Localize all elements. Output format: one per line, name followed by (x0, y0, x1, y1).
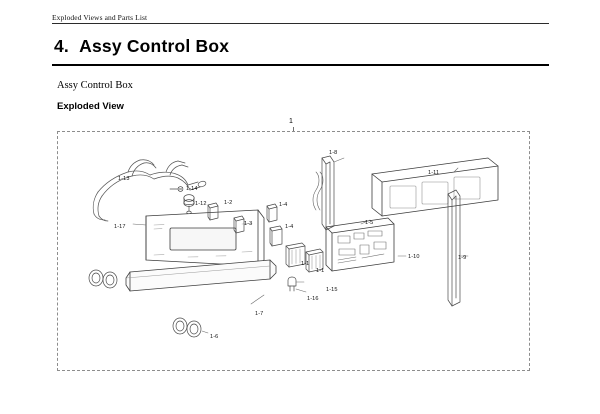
callout-1-8: 1-8 (329, 150, 338, 156)
assembly-subtitle: Assy Control Box (57, 80, 133, 91)
callout-1-14: 1-14 (186, 186, 198, 192)
running-head: Exploded Views and Parts List (52, 13, 148, 22)
figure-top-callout: 1 (289, 118, 293, 125)
chapter-name: Assy Control Box (79, 36, 230, 56)
callout-1-7: 1-7 (255, 311, 264, 317)
callout-1-16: 1-16 (307, 296, 319, 302)
callout-1-1-left: 1-1 (301, 261, 310, 267)
callout-1-2: 1-2 (224, 200, 233, 206)
callout-1-15: 1-15 (326, 287, 338, 293)
header-divider (52, 23, 549, 24)
callout-1-9: 1-9 (458, 255, 467, 261)
callout-1-10: 1-10 (408, 254, 420, 260)
callout-1-1-right: 1-1 (316, 268, 325, 274)
callout-1-12: 1-12 (195, 201, 207, 207)
callout-1-4-lower: 1-4 (285, 224, 294, 230)
callout-1-6: 1-6 (210, 334, 219, 340)
exploded-drawing (58, 132, 531, 372)
callout-1-17: 1-17 (114, 224, 126, 230)
section-heading: Exploded View (57, 101, 124, 112)
callout-1-13: 1-13 (118, 176, 130, 182)
page-title (54, 36, 229, 57)
title-divider (52, 64, 549, 66)
callout-1-4-upper: 1-4 (279, 202, 288, 208)
exploded-view-figure (57, 131, 530, 371)
chapter-number: 4. (54, 36, 69, 56)
callout-1-5: 1-5 (365, 220, 374, 226)
callout-1-11: 1-11 (428, 170, 440, 176)
callout-1-3: 1-3 (244, 221, 253, 227)
